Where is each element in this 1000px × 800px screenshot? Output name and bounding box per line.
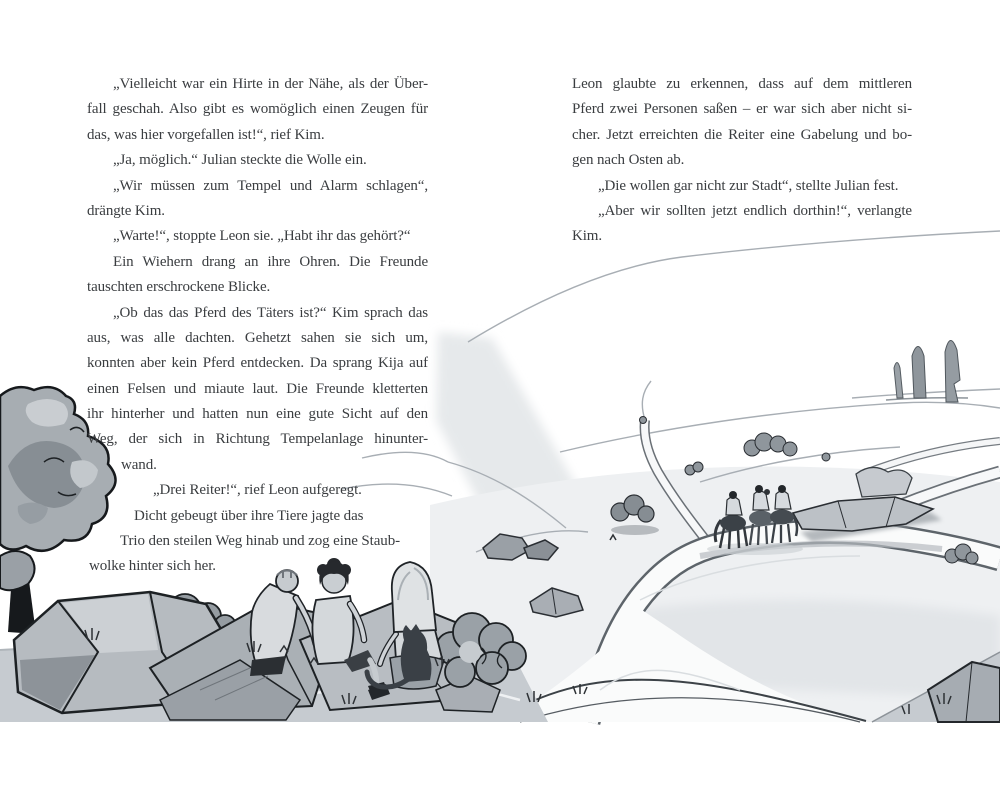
text-line: konnten aber kein Pferd entdecken. Da sprang Kija auf (87, 355, 428, 372)
text-line: Dicht gebeugt über ihre Tiere jagte das (134, 507, 364, 524)
text-line: Leon glaubte zu erkennen, dass auf dem mittleren (572, 76, 912, 92)
text-line: „Drei Reiter!“, rief Leon aufgeregt. (153, 482, 362, 499)
left-page-text (87, 72, 428, 580)
text-line: gen nach Osten ab. (572, 152, 685, 169)
text-line: einen Felsen und miaute laut. Die Freunde kletterten (87, 380, 428, 397)
text-line: tauschten erschrockene Blicke. (87, 279, 271, 296)
text-line: das, was hier vorgefallen ist!“, rief Kim. (87, 126, 325, 143)
text-line: „Ob das das Pferd des Täters ist?“ Kim sprach das (113, 304, 428, 321)
text-line: aus, was alle dachten. Gehetzt sahen sie sich um, (87, 329, 428, 346)
text-line: fall geschah. Also gibt es womöglich einen Zeugen für (87, 101, 428, 118)
text-line: ihr hinterher und hatten nun eine gute Sicht auf den (87, 406, 428, 423)
text-line: „Warte!“, stoppte Leon sie. „Habt ihr das gehört?“ (113, 228, 411, 245)
text-line: „Aber wir sollten jetzt endlich dorthin!“, verlangte (598, 202, 912, 219)
text-line: wolke hinter sich her. (89, 558, 216, 575)
text-line: Ein Wiehern drang an ihre Ohren. Die Freunde (113, 253, 428, 270)
right-page-text (572, 72, 912, 250)
text-line: „Ja, möglich.“ Julian steckte die Wolle ein. (113, 152, 367, 169)
text-line: „Die wollen gar nicht zur Stadt“, stellte Julian fest. (598, 177, 899, 194)
text-line: Weg, der sich in Richtung Tempelanlage hinunter- (87, 431, 428, 448)
text-line: cher. Jetzt erreichten die Reiter eine Gabelung und bo- (572, 126, 912, 143)
text-line: drängte Kim. (87, 202, 165, 219)
text-line: „Vielleicht war ein Hirte in der Nähe, als der Über- (113, 76, 428, 92)
text-line: Trio den steilen Weg hinab und zog eine Staub- (120, 533, 400, 550)
text-line: wand. (121, 456, 157, 473)
text-line: Kim. (572, 228, 603, 245)
text-line: „Wir müssen zum Tempel und Alarm schlagen“, (113, 177, 428, 194)
text-line: Pferd zwei Personen saßen – er war sich aber nicht si- (572, 101, 912, 118)
